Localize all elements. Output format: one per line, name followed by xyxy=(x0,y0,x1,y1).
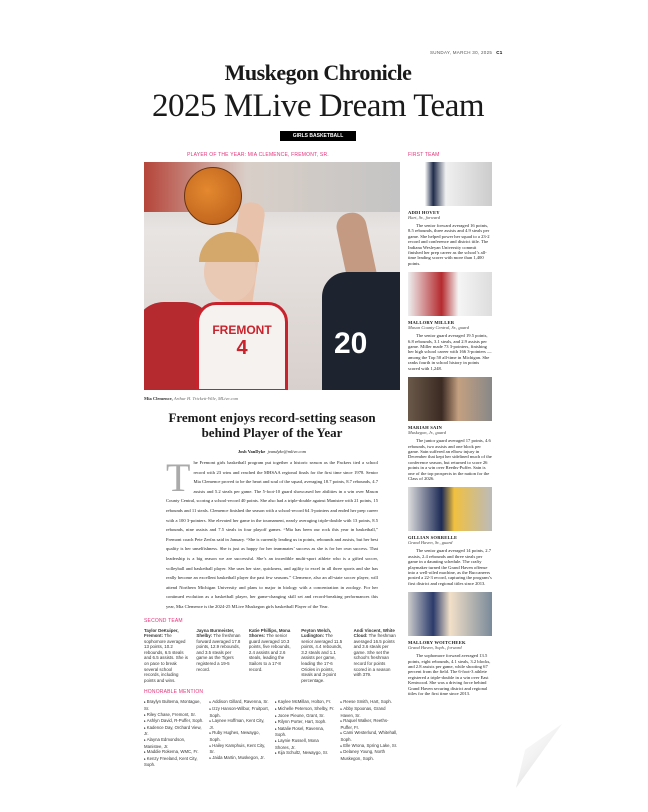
hm-item: ▸ Ruby Hughes, Newaygo, Soph. xyxy=(210,730,270,742)
hm-item: ▸ Kenzy Freeland, Kent City, Soph. xyxy=(144,756,204,768)
hm-item: ▸ Jocee Pieune, Grant, Sr. xyxy=(275,713,335,720)
first-team-column xyxy=(408,162,492,702)
photo-jersey xyxy=(196,302,288,390)
hm-item: ▸ Kaylee McMillan, Holton, Fr. xyxy=(275,699,335,706)
hm-item: ▸ Ashlyn David, R-Puffer, Soph. xyxy=(144,718,204,725)
hm-column xyxy=(341,699,401,768)
section-tag: GIRLS BASKETBALL xyxy=(280,131,356,141)
player-name: GILLIAN SORRELLE xyxy=(408,535,458,541)
jersey-number: 4 xyxy=(236,337,248,359)
page-number: C1 xyxy=(496,50,503,55)
player-description: The sophomore forward averaged 13.5 points, eight rebounds, 4.1 steals, 3.2 blocks, and 2.8 assists per game, while shooting 67 percent from the field. The 6-foot-3 athlete registered a triple-double in a win over East Kentwood. She was a driving force behind Grand Haven securing district and regional titles for the first time since 2013. xyxy=(408,653,491,697)
player-photo xyxy=(408,272,492,316)
hm-item: ▸ Izzy Hanson-Wilbur, Fruitport, Soph. xyxy=(210,706,270,718)
hm-item: ▸ Raquel Walker, Reeths-Puffer, Fr. xyxy=(341,718,401,730)
player-school: Grand Haven, Soph., forward xyxy=(408,645,462,651)
caption-name: Mia Clemence, xyxy=(144,396,173,401)
article-body xyxy=(166,455,378,612)
poy-label: PLAYER OF THE YEAR: MIA CLEMENCE, FREMONT, SR. xyxy=(187,152,329,158)
player-name: ADDI HOVEY xyxy=(408,210,440,215)
player-photo xyxy=(408,592,492,636)
player-photo xyxy=(408,377,492,421)
player-name: Katie Phillips, Mona Shores: xyxy=(248,627,291,639)
hm-item: ▸ Jaida Martin, Muskegon, Jr. xyxy=(210,755,270,762)
hm-item: ▸ Natalie Rosel, Ravenna, Soph. xyxy=(275,726,335,738)
second-team-player xyxy=(249,628,293,684)
jersey-name: FREMONT xyxy=(212,323,272,337)
player-school: Hart, Sr., forward xyxy=(408,215,440,220)
article-text: he Fremont girls basketball program put together a historic season as the Packers tied a school record with 23 wins and reached the MHSAA regional finals for the first time since 1978. Senior Mia Clemence proved to be the heart and soul of the squad, averaging 18.7 points, 8.7 rebounds, 4.7 assists and 5.2 steals per game. The 5-foot-10 guard showcased her abilities in a win over Mason County Central, scoring a school-record 40 points. She also had a triple-double against Manistee with 21 points, 15 rebounds and 11 steals. Clemence finished the season with a school-record 64 3-pointers and ended her prep career with a 100 3-pointers. She elevated her game in the tournament, nearly averaging triple-double with 13 points, 8.5 rebounds, nine assists and 7.5 steals in four playoff games. “Mia has been our rock this year in basketball,” Fremont coach Pete Zerfas said in January. “She is currently leading us in points, rebounds and assists, but her best quality is her unselfishness. She is just as happy for her teammates’ success as she is for her own success. That leadership is a big reason we are successful. She’s an incredible multi-sport athlete who is a gifted soccer, volleyball and basketball player. She uses her size, quickness, and agility to excel in all three sports and she has really become an excellent basketball player the past few seasons.” Clemence, also an all-state soccer player, will attend Northern Michigan University and plans to major in biology with a concentration in zoology. For her continued evolution as a basketball player, her game-changing skill set and record-breaking performances this year, Mia Clemence is the 2024-25 MLive Muskegon girls basketball Player of the Year. xyxy=(166,460,378,609)
hm-item: ▸ Alayna Edmondson, Manistee, Jr. xyxy=(144,737,204,749)
drop-cap: T xyxy=(166,455,191,500)
photo-crowd xyxy=(144,162,400,212)
player-text: The freshman forward averaged 17.8 points, 12.9 rebounds, and 3.5 steals per game as the Tigers registered a 19-5 record. xyxy=(196,633,241,672)
player-name: Jayna Burmeister, Shelby: xyxy=(196,627,235,639)
date: SUNDAY, MARCH 30, 2025 xyxy=(430,50,493,55)
main-column-flow xyxy=(144,455,400,768)
second-team-player xyxy=(144,628,188,684)
first-team-player xyxy=(408,592,492,702)
opponent-number: 20 xyxy=(334,327,368,360)
hm-column xyxy=(210,699,270,768)
player-name: Peyton Welch, Ludington: xyxy=(301,627,332,639)
hm-item: ▸ Addison Gillard, Ravenna, Sr. xyxy=(210,699,270,706)
photo-caption xyxy=(144,396,238,401)
hm-item: ▸ Delaney Young, North Muskegon, Soph. xyxy=(341,749,401,761)
second-team-player xyxy=(301,628,345,684)
hm-item: ▸ Hailey Kamphuis, Kent City, Sr. xyxy=(210,743,270,755)
player-text: The freshman averaged 16.5 points and 3.6 steals per game. She set the school’s freshman record for points scored in a season with 379. xyxy=(353,633,396,678)
player-name: Andi Vincent, White Cloud: xyxy=(353,627,395,639)
second-team-list xyxy=(144,628,398,684)
hm-item: ▸ Braylyn Bultema, Montague, Sr. xyxy=(144,699,204,711)
first-team-label: FIRST TEAM xyxy=(408,152,440,158)
photo-opponent xyxy=(322,272,400,390)
second-team-player xyxy=(196,628,240,684)
second-team-label: SECOND TEAM xyxy=(144,617,183,624)
hm-item: ▸ Kadence Day, Orchard View, Jr. xyxy=(144,725,204,737)
first-team-player xyxy=(408,272,492,377)
main-photo xyxy=(144,162,400,390)
hm-item: ▸ Laynee Hoffman, Kent City, Jr. xyxy=(210,718,270,730)
hm-item: ▸ Maddie Rokema, WMC, Fr. xyxy=(144,749,204,756)
player-description: The senior guard averaged 19.5 points, 6.8 rebounds, 3.1 steals, and 2.9 assists per game. Miller made 73 3-pointers, finishing her high school career with 166 3-pointers — among the Top 50 all-time in Michigan. She ranks fourth in school history in points scored with 1,248. xyxy=(408,333,492,371)
masthead: Muskegon Chronicle xyxy=(224,60,412,85)
player-name: MALLORY MILLER xyxy=(408,320,455,326)
hm-column xyxy=(275,699,335,768)
page-title: 2025 MLive Dream Team xyxy=(151,88,485,124)
second-team-player xyxy=(354,628,398,684)
player-school: Grand Haven, Sr., guard xyxy=(408,540,453,546)
first-team-player xyxy=(408,377,492,487)
player-photo xyxy=(408,162,492,206)
player-name: MALLORY WOITCHEEK xyxy=(408,640,466,646)
hm-item: ▸ Rilynn Porter, Hart, Soph. xyxy=(275,719,335,726)
hm-column xyxy=(144,699,204,768)
hm-item: ▸ Elle Wrona, Spring Lake, Sr. xyxy=(341,743,401,750)
article-headline: Fremont enjoys record-setting season behind Player of the Year xyxy=(168,410,376,440)
caption-credit: Arthur H. Trickett-Wile, MLive.com xyxy=(173,396,239,401)
player-description: The senior forward averaged 16 points, 8.5 rebounds, three assists and 4.9 steals per game. She helped power her squad to a 23-2 record and conference and district title. The Indiana Wesleyan University commit finished her prep career as the school’s all-time leading scorer with more than 1,400 points. xyxy=(408,223,490,266)
honorable-mention-label: HONORABLE MENTION xyxy=(144,689,204,696)
honorable-mention-list xyxy=(144,699,400,768)
player-description: The senior guard averaged 14 points, 2.7 assists, 2.4 rebounds and three steals per game in a daunting schedule. The crafty playmaker turned the Grand Haven offense into a well-oiled machine, as the Buccaneers posted a 22-3 record, capturing the program’s first district and regional titles since 2013. xyxy=(408,548,492,586)
player-school: Muskegon, Jr., guard xyxy=(408,430,446,436)
byline-name: Josh VanDyke xyxy=(237,449,266,454)
player-text: The senior guard averaged 10.3 points, five rebounds, 2.4 assists and 2.6 steals, leading the Sailors to a 17-8 record. xyxy=(248,633,291,672)
player-name: Taylor DeKuiper, Fremont: xyxy=(144,627,179,639)
hm-item: ▸ Reese Smith, Hart, Soph. xyxy=(341,699,401,706)
byline xyxy=(150,449,394,454)
hm-item: ▸ Cami Westerlund, Whitehall, Soph. xyxy=(341,730,401,742)
first-team-player xyxy=(408,162,492,272)
hm-item: ▸ Abby Spoonas, Grand Haven, Sr. xyxy=(341,706,401,718)
hm-item: ▸ Riley Chase, Fremont, Sr. xyxy=(144,712,204,719)
player-text: The sophomore averaged 13 points, 10.2 rebounds, 6.5 steals and 6.5 assists. She is on pace to break several school records, including points and wins. xyxy=(144,633,188,683)
player-photo xyxy=(408,487,492,531)
byline-email: jvandyke@mlive.com xyxy=(267,449,307,454)
hm-item: ▸ Laynie Russell, Mona Shores, Jr. xyxy=(275,738,335,750)
player-school: Mason County Central, Sr., guard xyxy=(408,325,469,331)
hm-item: ▸ Michelle Peterson, Shelby, Fr. xyxy=(275,706,335,713)
player-description: The junior guard averaged 17 points, 4.6 rebounds, two assists and one block per game. Sain suffered an elbow injury in December that kept her sidelined much of the conference season, but returned to score 26 points in a win over Reeths-Puffer. Sain is one of the top prospects in the nation for the Class of 2026. xyxy=(408,438,492,481)
hm-item: ▸ Kija Schultz, Newaygo, Sr. xyxy=(275,750,335,757)
first-team-player xyxy=(408,487,492,592)
player-text: The senior averaged 11.5 points, 4.4 rebounds, 3.2 steals and 1.1 assists per game, leading the 17-6 Orioles in points, steals and 3-point percentage. xyxy=(301,633,343,683)
dateline xyxy=(430,50,503,55)
basketball-icon xyxy=(184,167,242,225)
player-name: MARIAH SAIN xyxy=(408,425,442,431)
